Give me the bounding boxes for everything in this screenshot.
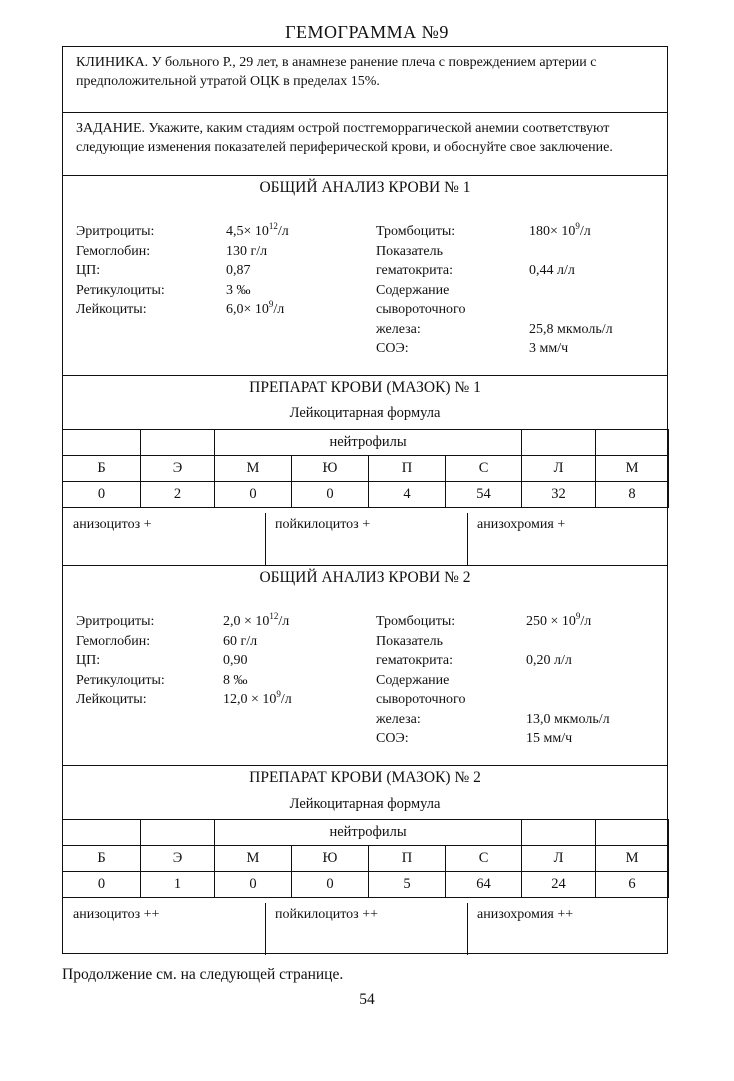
- poikilocytosis: пойкилоцитоз ++: [275, 907, 379, 922]
- anisochromia: анизохромия +: [477, 517, 566, 532]
- value-myelocytes: 0: [215, 482, 292, 508]
- analysis2-values: [63, 612, 667, 752]
- lab-value: $180\times 10^9/л$: [529, 221, 591, 239]
- divider: [63, 112, 667, 113]
- empty-cell: [596, 430, 669, 456]
- smear1-leukogram-table: [62, 429, 669, 508]
- leukogram-values-row: [63, 872, 669, 898]
- lab-label: СОЭ:: [376, 341, 409, 356]
- anisocytosis: анизоцитоз ++: [73, 907, 160, 922]
- smear2-subtitle: Лейкоцитарная формула: [289, 796, 441, 812]
- anisocytosis: анизоцитоз +: [73, 517, 152, 532]
- value-segmented: 54: [446, 482, 522, 508]
- lab-value: 0,20 л/л: [526, 653, 572, 668]
- leukogram-group-row: [63, 430, 669, 456]
- lab-value: 8 ‰: [223, 672, 248, 688]
- divider: [63, 375, 667, 376]
- col-header-basophils: Б: [63, 456, 141, 482]
- lab-label: Гемоглобин:: [76, 633, 151, 649]
- col-header-myelocytes: М: [215, 846, 292, 872]
- col-header-band: П: [369, 846, 446, 872]
- col-header-eosinophils: Э: [141, 456, 215, 482]
- lab-label: Лейкоциты:: [76, 692, 147, 707]
- leukogram-values-row: [63, 482, 669, 508]
- col-header-segmented: С: [446, 846, 522, 872]
- col-header-lymphocytes: Л: [522, 456, 596, 482]
- lab-label: железа:: [376, 321, 421, 337]
- value-eosinophils: 2: [141, 482, 215, 508]
- lab-label: Эритроциты:: [76, 224, 155, 239]
- empty-cell: [522, 430, 596, 456]
- lab-label: гематокрита:: [376, 653, 454, 668]
- clinic-text: КЛИНИКА. У больного Р., 29 лет, в анамнезе ранение плеча с повреждением артерии с предположительной утратой ОЦК в пределах 15%.: [76, 55, 597, 89]
- analysis2-title: ОБЩИЙ АНАЛИЗ КРОВИ № 2: [259, 569, 471, 586]
- lab-value: 0,90: [223, 653, 248, 668]
- empty-cell: [596, 820, 669, 846]
- lab-value: 3 мм/ч: [529, 341, 569, 356]
- divider: [63, 765, 667, 766]
- col-header-myelocytes: М: [215, 456, 292, 482]
- value-eosinophils: 1: [141, 872, 215, 898]
- smear2-title: ПРЕПАРАТ КРОВИ (МАЗОК) № 2: [249, 769, 481, 786]
- value-band: 5: [369, 872, 446, 898]
- lab-value: $2,0 \times 10^{12}/л$: [223, 611, 290, 629]
- lab-value: $250 \times 10^9/л$: [526, 611, 592, 629]
- value-lymphocytes: 24: [522, 872, 596, 898]
- value-band: 4: [369, 482, 446, 508]
- value-lymphocytes: 32: [522, 482, 596, 508]
- lab-value: 13,0 мкмоль/л: [526, 711, 610, 727]
- value-metamyelocytes: 0: [292, 482, 369, 508]
- task-text: ЗАДАНИЕ. Укажите, каким стадиям острой постгеморрагической анемии соответствуют следующие изменения показателей периферической крови, и обоснуйте свое заключение.: [76, 121, 613, 155]
- col-header-basophils: Б: [63, 846, 141, 872]
- empty-cell: [63, 430, 141, 456]
- lab-value: 0,87: [226, 263, 251, 278]
- leukogram-group-row: [63, 820, 669, 846]
- poikilocytosis: пойкилоцитоз +: [275, 517, 371, 532]
- lab-value: $12,0 \times 10^9/л$: [223, 689, 292, 707]
- page-title: ГЕМОГРАММА №9: [285, 22, 449, 42]
- lab-label: ЦП:: [76, 653, 101, 668]
- divider: [63, 565, 667, 566]
- smear1-title: ПРЕПАРАТ КРОВИ (МАЗОК) № 1: [249, 379, 481, 396]
- page-number: 54: [359, 991, 375, 1008]
- lab-label: Тромбоциты:: [376, 224, 456, 239]
- lab-label: сывороточного: [376, 302, 466, 317]
- value-monocytes: 6: [596, 872, 669, 898]
- lab-label: Содержание: [376, 282, 450, 298]
- lab-value: 130 г/л: [226, 243, 268, 259]
- lab-label: Содержание: [376, 672, 450, 688]
- lab-label: Показатель: [376, 243, 443, 259]
- hemogram-card: [62, 46, 668, 954]
- col-header-metamyelocytes: Ю: [292, 846, 369, 872]
- lab-label: Эритроциты:: [76, 614, 155, 629]
- lab-label: Тромбоциты:: [376, 614, 456, 629]
- lab-label: СОЭ:: [376, 731, 409, 746]
- leukogram-header-row: [63, 846, 669, 872]
- anisochromia: анизохромия ++: [477, 907, 574, 922]
- analysis1-values: [63, 222, 667, 362]
- value-myelocytes: 0: [215, 872, 292, 898]
- col-header-monocytes: М: [596, 846, 669, 872]
- col-header-lymphocytes: Л: [522, 846, 596, 872]
- divider: [63, 175, 667, 176]
- lab-value: 15 мм/ч: [526, 731, 573, 746]
- value-segmented: 64: [446, 872, 522, 898]
- lab-value: 0,44 л/л: [529, 263, 575, 278]
- lab-value: $4,5\times 10^{12}/л$: [226, 221, 289, 239]
- analysis1-title: ОБЩИЙ АНАЛИЗ КРОВИ № 1: [259, 179, 471, 196]
- col-header-eosinophils: Э: [141, 846, 215, 872]
- lab-label: железа:: [376, 711, 421, 727]
- lab-value: $6,0\times 10^9/л$: [226, 299, 285, 317]
- value-monocytes: 8: [596, 482, 669, 508]
- lab-label: ЦП:: [76, 263, 101, 278]
- lab-label: Гемоглобин:: [76, 243, 151, 259]
- lab-label: сывороточного: [376, 692, 466, 707]
- neutrophils-group-header: нейтрофилы: [215, 820, 522, 846]
- smear2-leukogram-table: [62, 819, 669, 898]
- col-header-band: П: [369, 456, 446, 482]
- lab-label: Ретикулоциты:: [76, 282, 165, 298]
- smear1-morphology: [63, 513, 667, 565]
- value-basophils: 0: [63, 872, 141, 898]
- value-metamyelocytes: 0: [292, 872, 369, 898]
- lab-value: 25,8 мкмоль/л: [529, 321, 613, 337]
- lab-label: Лейкоциты:: [76, 302, 147, 317]
- value-basophils: 0: [63, 482, 141, 508]
- col-header-monocytes: М: [596, 456, 669, 482]
- empty-cell: [141, 430, 215, 456]
- col-header-segmented: С: [446, 456, 522, 482]
- neutrophils-group-header: нейтрофилы: [215, 430, 522, 456]
- col-header-metamyelocytes: Ю: [292, 456, 369, 482]
- smear1-subtitle: Лейкоцитарная формула: [289, 405, 441, 421]
- empty-cell: [63, 820, 141, 846]
- leukogram-header-row: [63, 456, 669, 482]
- continuation-note: Продолжение см. на следующей странице.: [62, 966, 344, 983]
- lab-value: 60 г/л: [223, 633, 258, 649]
- smear2-morphology: [63, 903, 667, 955]
- lab-value: 3 ‰: [226, 282, 251, 298]
- empty-cell: [522, 820, 596, 846]
- lab-label: Ретикулоциты:: [76, 672, 165, 688]
- lab-label: гематокрита:: [376, 263, 454, 278]
- empty-cell: [141, 820, 215, 846]
- lab-label: Показатель: [376, 633, 443, 649]
